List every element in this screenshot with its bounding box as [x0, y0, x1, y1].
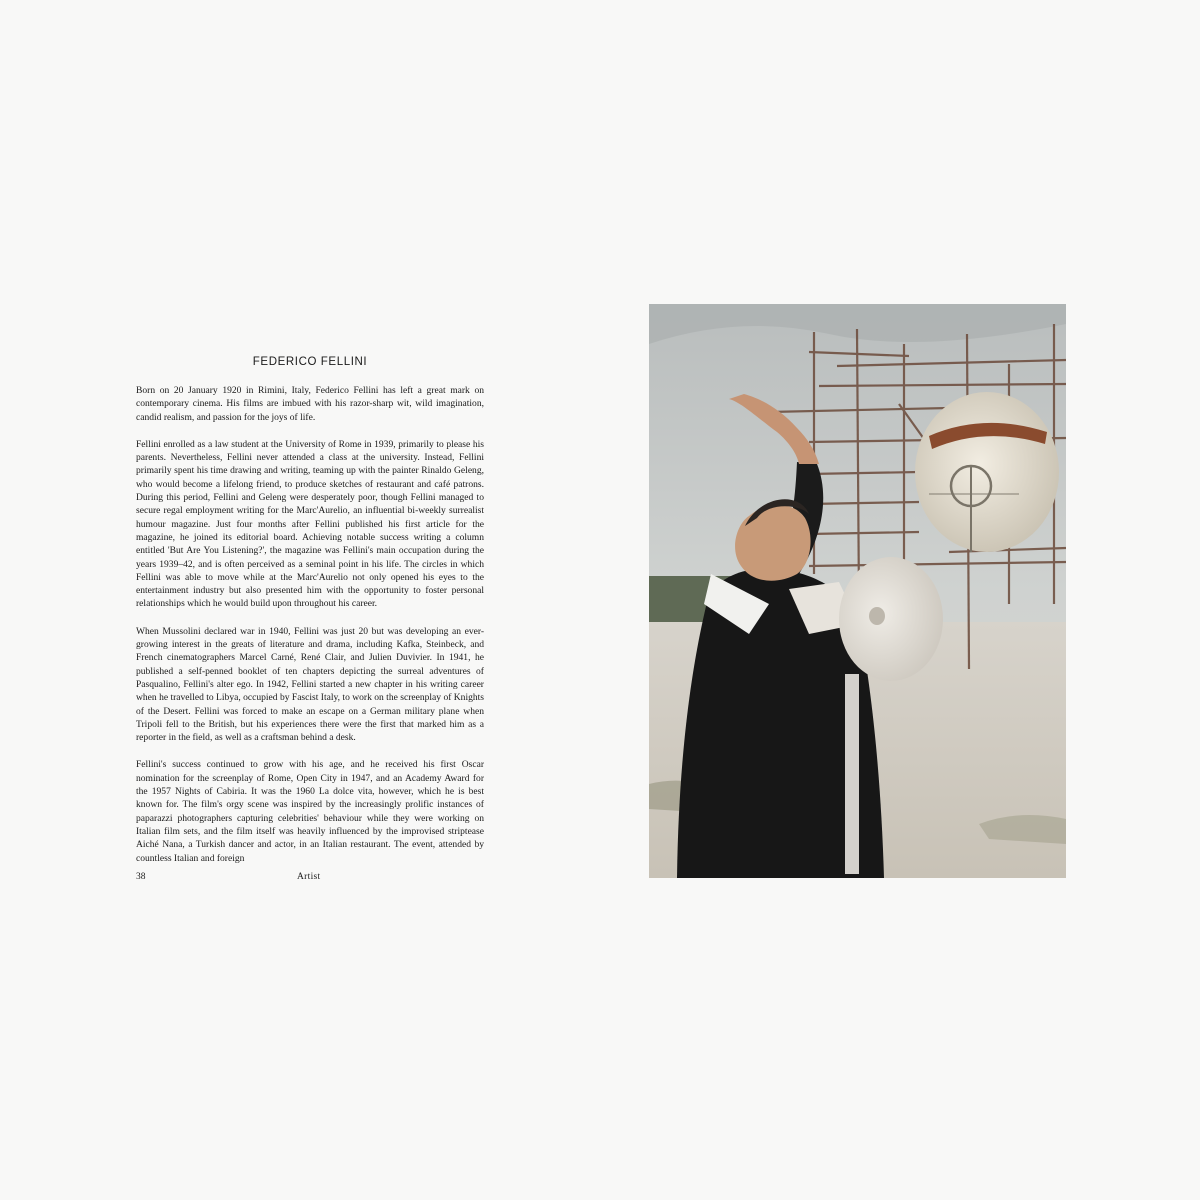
chapter-title: FEDERICO FELLINI	[252, 356, 368, 368]
airplane-fuselage	[915, 392, 1059, 552]
paragraph-2: Fellini enrolled as a law student at the University of Rome in 1939, primarily to please his parents. Nevertheless, Fellini never attended a class at the university. Instead, Fellini primarily spent his time drawing and writing, teaming up with the painter Rinaldo Geleng, who would become a lifelong friend, to produce sketches of restaurant and café patrons. During this period, Fellini and Geleng were desperately poor, though Fellini managed to secure regal employment writing for the Marc'Aurelio, an influential bi-weekly surrealist humour magazine. Just four months after Fellini published his first article for the magazine, he joined its editorial board. Achieving notable success writing a column entitled 'But Are You Listening?', the magazine was Fellini's main occupation during the years 1939–42, and is often perceived as a seminal point in his life. The circles in which Fellini was able to move while at the Marc'Aurelio not only opened his eyes to the entertainment industry but also presented him with the opportunity to foster personal relationships which he would build upon throughout his career.	[136, 438, 484, 610]
paragraph-4: Fellini's success continued to grow with his age, and he received his first Oscar nomination for the screenplay of Rome, Open City in 1947, and an Academy Award for the 1957 Nights of Cabiria. It was the 1960 La dolce vita, however, which he is best known for. The film's orgy scene was inspired by the increasingly prolific instances of paparazzi photographers capturing celebrities' behaviour while they were working on Italian film sets, and the film itself was heavily influenced by the improvised striptease Aiché Nana, a Turkish dancer and actor, in an Italian restaurant. The event, attended by countless Italian and foreign	[136, 759, 484, 864]
body-text	[136, 384, 484, 865]
page-number: 38	[136, 872, 146, 882]
paragraph-1: Born on 20 January 1920 in Rimini, Italy, Federico Fellini has left a great mark on contemporary cinema. His films are imbued with his razor-sharp wit, wild imagination, candid realism, and passion for the joys of life.	[136, 385, 484, 423]
photograph-fellini-megaphone-icon	[649, 304, 1066, 878]
running-footer: Artist	[297, 872, 321, 882]
photograph	[649, 304, 1066, 878]
paragraph-3: When Mussolini declared war in 1940, Fellini was just 20 but was developing an ever-growing interest in the greats of literature and drama, including Kafka, Steinbeck, and French cinematographers Marcel Carné, René Clair, and Julien Duvivier. In 1941, he published a self-penned booklet of ten chapters depicting the surreal adventures of Pasqualino, Fellini's alter ego. In 1942, Fellini started a new chapter in his writing career when he travelled to Libya, occupied by Fascist Italy, to work on the screenplay of Knights of the Desert. Fellini was forced to make an escape on a German military plane when Tripoli fell to the British, but his experiences there were the first that marked him as a reporter in the field, as well as a craftsman behind a desk.	[136, 625, 485, 744]
left-page	[136, 356, 484, 865]
